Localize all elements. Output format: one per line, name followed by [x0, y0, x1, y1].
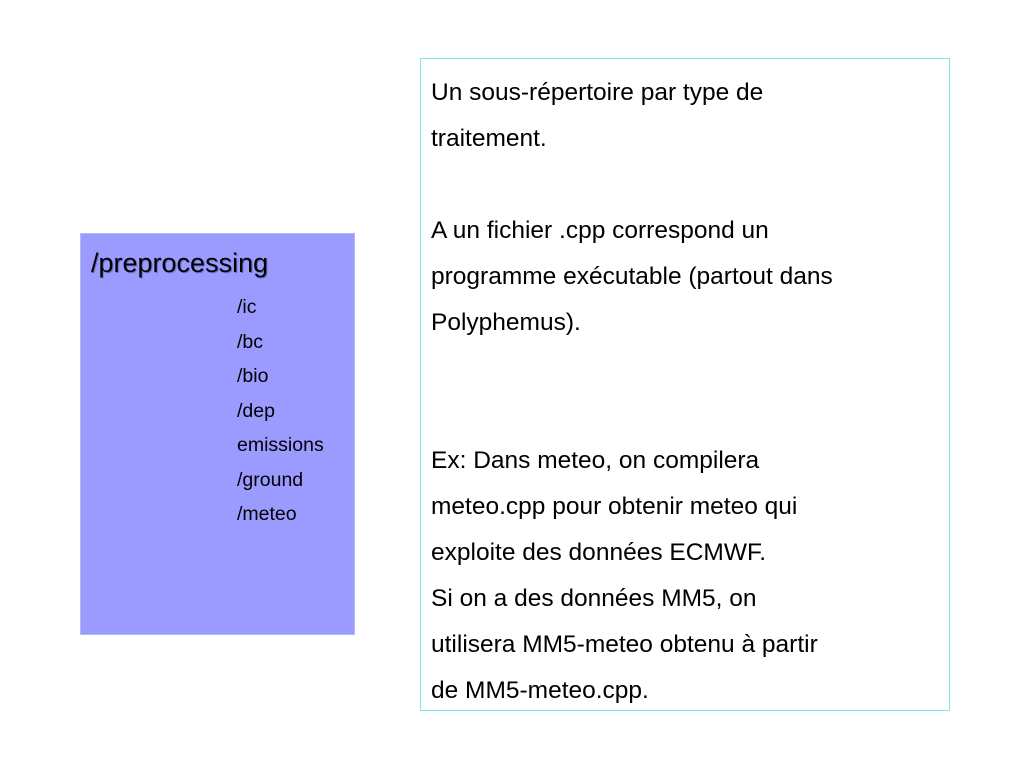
subdirectory-item-bio: /bio: [237, 365, 269, 387]
subdirectory-item-emissions: emissions: [237, 434, 324, 456]
subdirectory-list: [237, 290, 324, 532]
paragraph-spacer: [431, 346, 949, 438]
subdirectory-item-dep: /dep: [237, 399, 275, 422]
paragraph-line: Ex: Dans meteo, on compilera: [431, 447, 760, 474]
paragraph-line: A un fichier .cpp correspond un: [431, 217, 769, 244]
subdirectory-item-meteo: /meteo: [237, 503, 297, 525]
directory-panel: [80, 233, 355, 635]
paragraph-spacer: [431, 162, 949, 208]
directory-title: /preprocessing: [91, 248, 269, 278]
subdirectory-item-ground: /ground: [237, 468, 304, 491]
subdirectory-item-ic: /ic: [237, 296, 257, 318]
paragraph-line: utilisera MM5-meteo obtenu à partir: [431, 631, 818, 658]
explanation-text-box: [420, 58, 950, 711]
paragraph-line: meteo.cpp pour obtenir meteo qui: [431, 493, 798, 520]
paragraph-line: Un sous-répertoire par type de: [431, 79, 764, 106]
paragraph-line: de MM5-meteo.cpp.: [431, 677, 649, 704]
subdirectory-item-bc: /bc: [237, 330, 264, 353]
paragraph-line: programme exécutable (partout dans: [431, 263, 833, 290]
paragraph-line: Polyphemus).: [431, 309, 581, 336]
paragraph-line: traitement.: [431, 125, 547, 152]
paragraph-line: exploite des données ECMWF.: [431, 539, 766, 566]
paragraph-line: Si on a des données MM5, on: [431, 585, 757, 612]
